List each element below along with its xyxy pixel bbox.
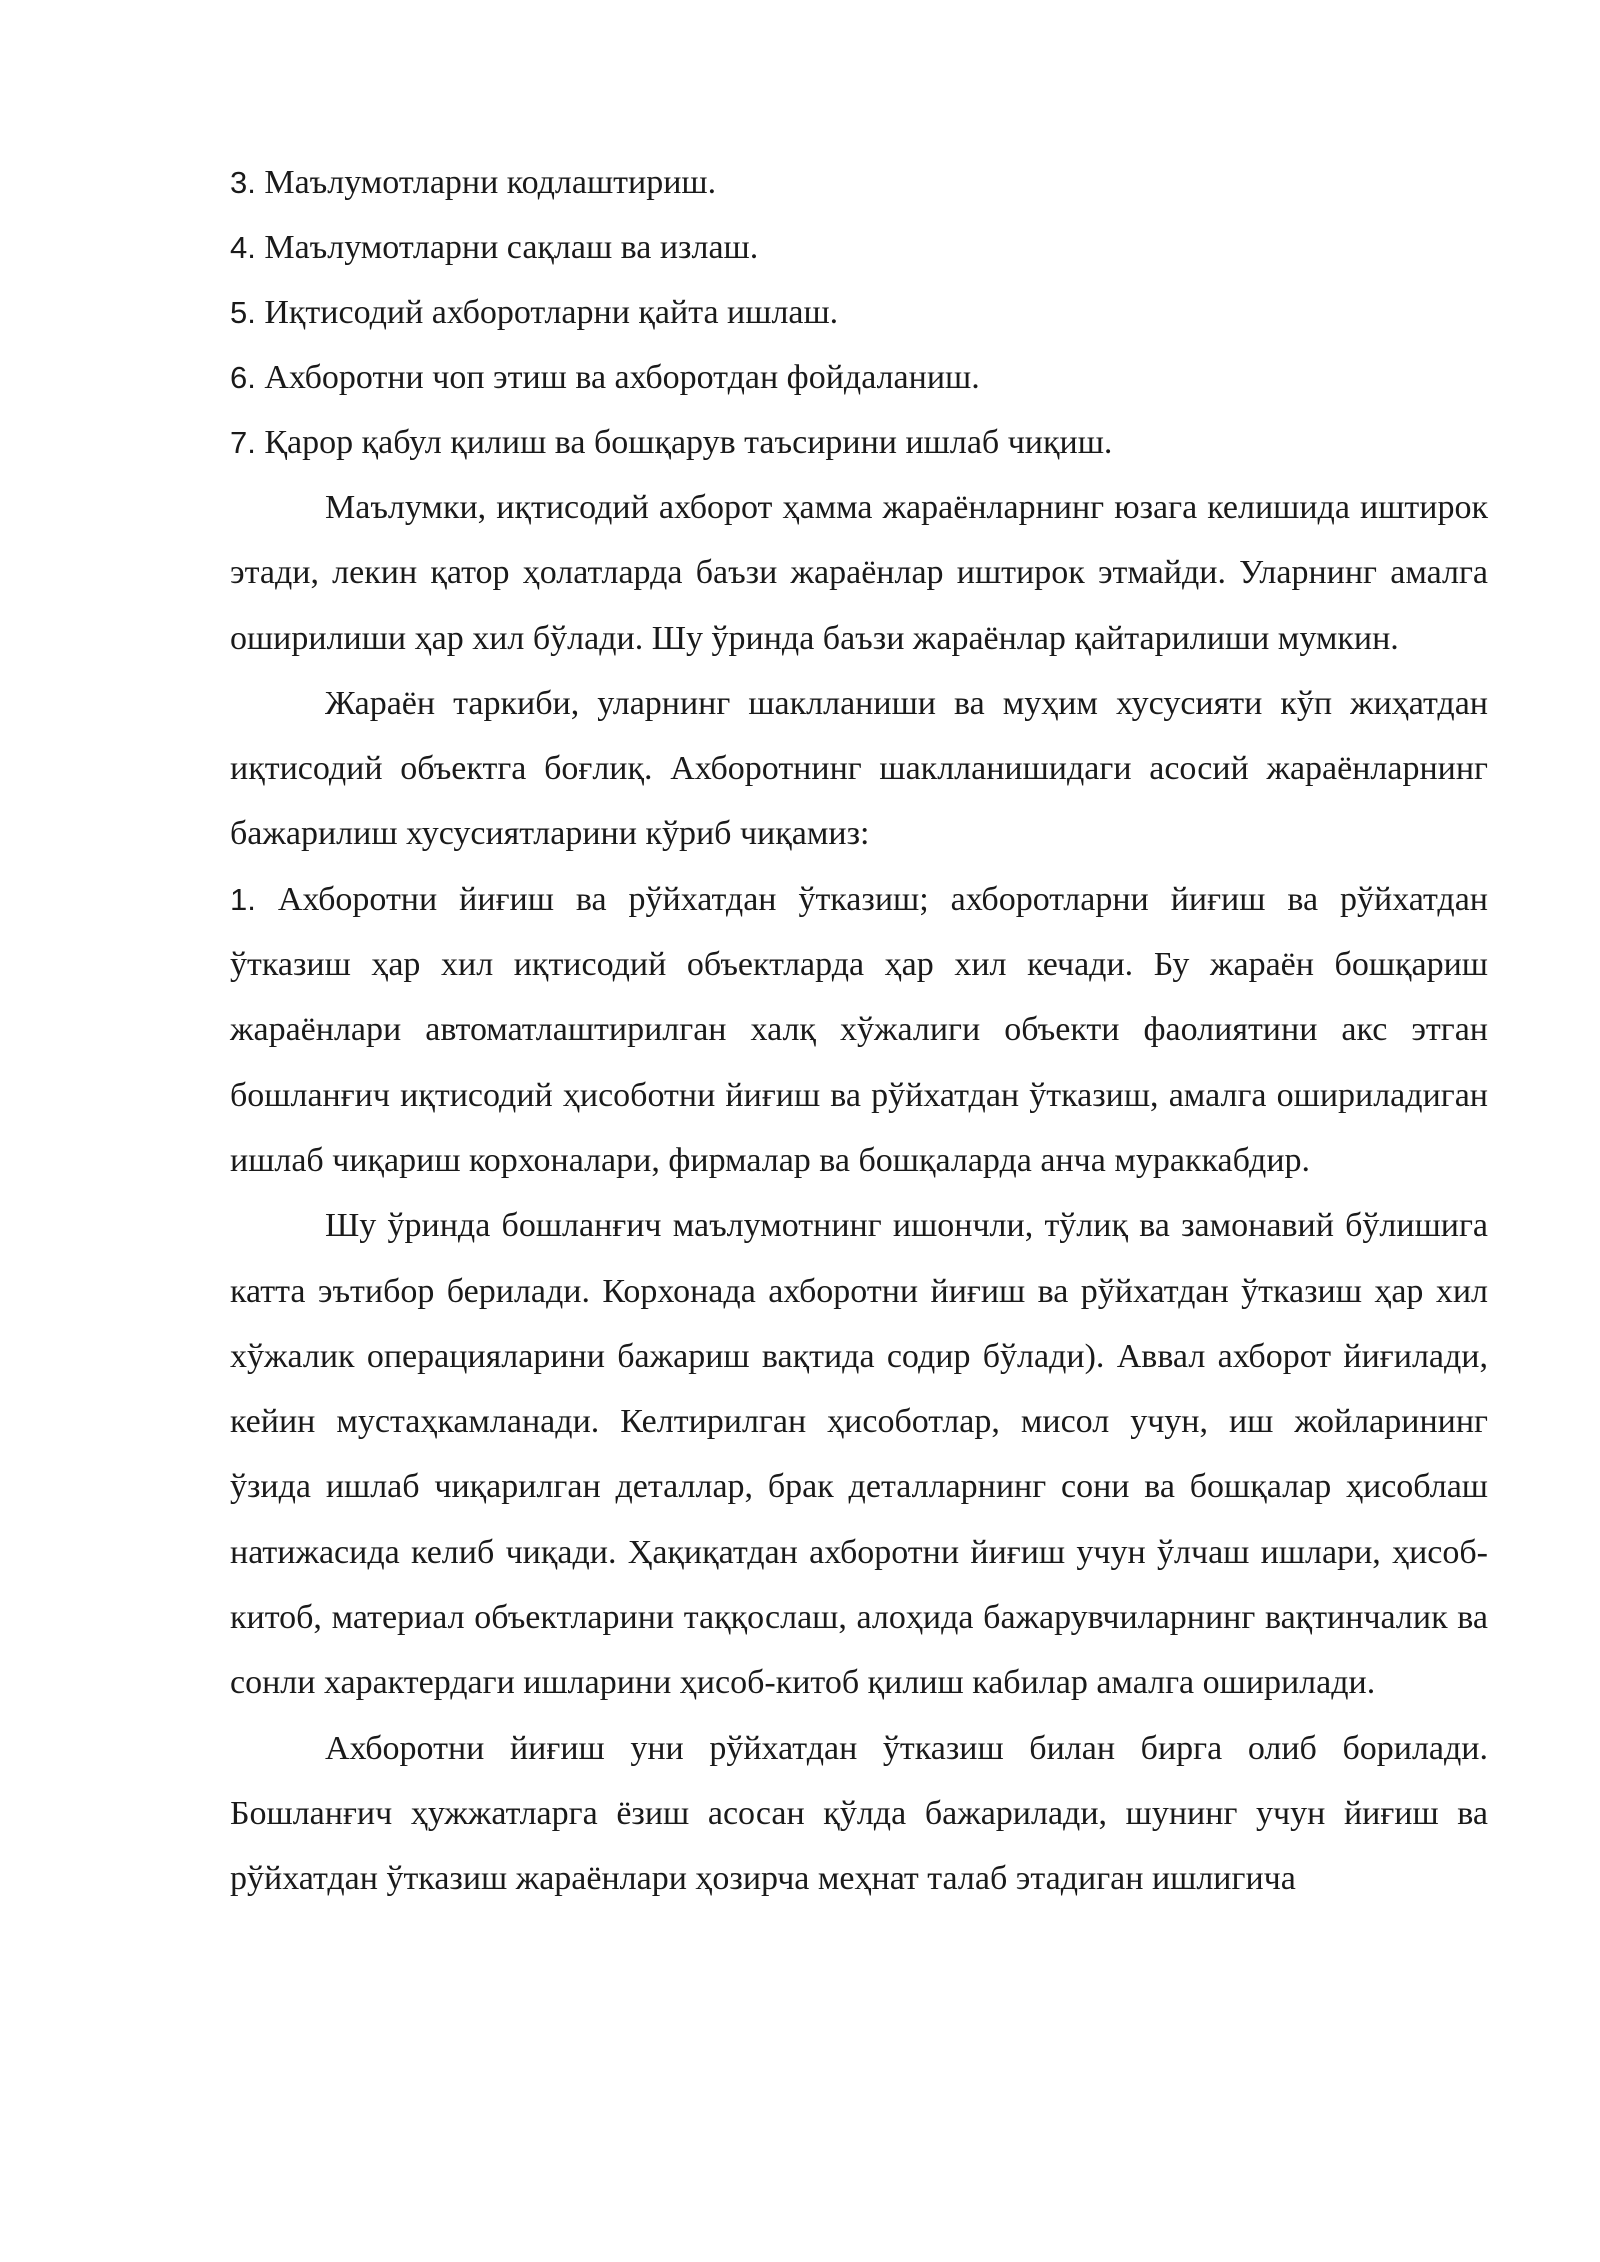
- list-number: 3.: [230, 165, 256, 200]
- list-number: 4.: [230, 230, 256, 265]
- list-number: 5.: [230, 295, 256, 330]
- paragraph-text: Ахборотни йиғиш ва рўйхатдан ўтказиш; ахборотларни йиғиш ва рўйхатдан ўтказиш ҳар хил иқтисодий объектларда ҳар хил кечади. Бу жараён бошқариш жараёнлари автоматлаштирилган халқ хўжалиги объекти фаолиятини акс этган бошланғич иқтисодий ҳисоботни йиғиш ва рўйхатдан ўтказиш, амалга ошириладиган ишлаб чиқариш корхоналари, фирмалар ва бошқаларда анча мураккабдир.: [230, 880, 1489, 1179]
- list-item: [230, 345, 1488, 410]
- list-text: Ахборотни чоп этиш ва ахборотдан фойдаланиш.: [264, 359, 980, 396]
- paragraph: [230, 1193, 1488, 1715]
- list-text: Иқтисодий ахборотларни қайта ишлаш.: [264, 294, 839, 331]
- paragraph-text: Маълумки, иқтисодий ахборот ҳамма жараёнларнинг юзага келишида иштирок этади, лекин қатор ҳолатларда баъзи жараёнлар иштирок этмайди. Уларнинг амалга оширилиши ҳар хил бўлади. Шу ўринда баъзи жараёнлар қайтарилиши мумкин.: [230, 489, 1488, 657]
- list-item: [230, 410, 1488, 475]
- paragraph-text: Ахборотни йиғиш уни рўйхатдан ўтказиш билан бирга олиб борилади. Бошланғич ҳужжатларга ёзиш асосан қўлда бажарилади, шунинг учун йиғиш ва рўйхатдан ўтказиш жараёнлари ҳозирча меҳнат талаб этадиган ишлигича: [230, 1729, 1488, 1898]
- paragraph-number: 1.: [230, 881, 256, 917]
- numbered-paragraph: [230, 867, 1488, 1193]
- list-number: 7.: [230, 425, 256, 460]
- paragraph: [230, 671, 1488, 867]
- list-item: [230, 215, 1488, 280]
- list-text: Маълумотларни сақлаш ва излаш.: [264, 229, 759, 266]
- document-page: [230, 150, 1488, 1912]
- list-number: 6.: [230, 360, 256, 395]
- paragraph-text: Жараён таркиби, уларнинг шаклланиши ва муҳим хусусияти кўп жиҳатдан иқтисодий объектга боғлиқ. Ахборотнинг шаклланишидаги асосий жараёнларнинг бажарилиш хусусиятларини кўриб чиқамиз:: [230, 684, 1488, 853]
- list-text: Маълумотларни кодлаштириш.: [264, 164, 717, 201]
- list-text: Қарор қабул қилиш ва бошқарув таъсирини ишлаб чиқиш.: [264, 424, 1113, 461]
- paragraph-text: Шу ўринда бошланғич маълумотнинг ишончли, тўлиқ ва замонавий бўлишига катта эътибор берилади. Корхонада ахборотни йиғиш ва рўйхатдан ўтказиш ҳар хил хўжалик операцияларини бажариш вақтида содир бўлади). Аввал ахборот йиғилади, кейин мустаҳкамланади. Келтирилган ҳисоботлар, мисол учун, иш жойларининг ўзида ишлаб чиқарилган деталлар, брак деталларнинг сони ва бошқалар ҳисоблаш натижасида келиб чиқади. Ҳақиқатдан ахборотни йиғиш учун ўлчаш ишлари, ҳисоб-китоб, материал объектларини таққослаш, алоҳида бажарувчиларнинг вақтинчалик ва сонли характердаги ишларини ҳисоб-китоб қилиш кабилар амалга оширилади.: [230, 1207, 1488, 1702]
- list-item: [230, 280, 1488, 345]
- paragraph: [230, 475, 1488, 671]
- paragraph: [230, 1716, 1488, 1912]
- list-item: [230, 150, 1488, 215]
- process-list: [230, 150, 1488, 475]
